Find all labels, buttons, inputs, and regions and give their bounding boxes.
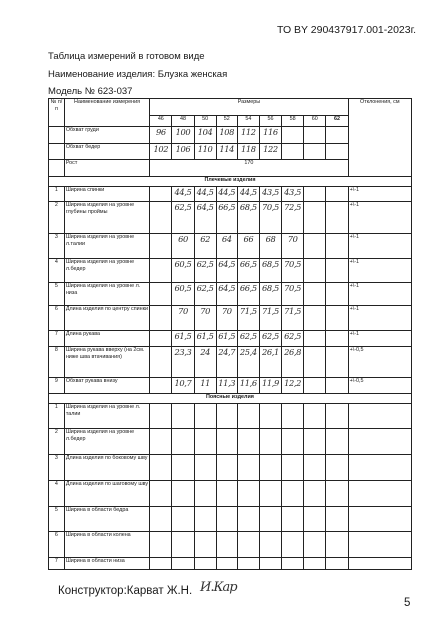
value-cell: 100	[172, 127, 194, 144]
value-cell: 106	[172, 144, 194, 160]
empty-cell	[282, 455, 304, 481]
empty-cell	[326, 481, 348, 507]
waist-row	[49, 429, 412, 455]
value-cell: 12,2	[282, 378, 304, 394]
height-value: 170	[150, 160, 348, 177]
model-number: Модель № 623-037	[48, 86, 133, 97]
value-cell	[326, 187, 348, 202]
value-cell: 96	[150, 127, 172, 144]
measurement-name: Ширина изделия на уровне л.бедер	[64, 429, 149, 455]
value-cell: 66,5	[216, 202, 237, 234]
value-cell: 70	[172, 306, 194, 331]
value-cell: 43,5	[259, 187, 281, 202]
value-cell	[304, 331, 326, 347]
value-cell: 64,5	[194, 202, 216, 234]
empty-cell	[172, 558, 194, 570]
value-cell	[304, 259, 326, 283]
shoulder-row	[49, 187, 412, 202]
value-cell: 11,6	[237, 378, 259, 394]
empty-cell	[150, 455, 172, 481]
tolerance-cell: +\-1	[348, 234, 411, 259]
measurement-name: Ширина изделия на уровне глубины проймы	[64, 202, 149, 234]
empty-cell	[237, 558, 259, 570]
value-cell	[304, 234, 326, 259]
empty-cell	[150, 558, 172, 570]
empty-cell	[348, 532, 411, 558]
empty-cell	[194, 404, 216, 429]
size-54: 54	[237, 116, 259, 127]
value-cell: 68,5	[259, 283, 281, 306]
value-cell	[282, 127, 304, 144]
waist-row	[49, 404, 412, 429]
empty-cell	[216, 532, 237, 558]
row-number: 5	[49, 283, 65, 306]
value-cell	[150, 306, 172, 331]
page-number: 5	[404, 597, 411, 609]
row-number: 7	[49, 331, 65, 347]
product-name: Наименование изделия: Блузка женская	[48, 69, 228, 80]
value-cell: 64,5	[216, 283, 237, 306]
row-number: 4	[49, 481, 65, 507]
empty-cell	[49, 127, 65, 144]
value-cell: 62,5	[259, 331, 281, 347]
empty-cell	[326, 507, 348, 532]
value-cell: 44,5	[172, 187, 194, 202]
section-shoulder: Плечевые изделия	[49, 177, 412, 187]
value-cell	[304, 127, 326, 144]
empty-cell	[282, 404, 304, 429]
value-cell	[150, 378, 172, 394]
empty-cell	[326, 532, 348, 558]
value-cell	[150, 202, 172, 234]
shoulder-row	[49, 331, 412, 347]
value-cell	[150, 234, 172, 259]
empty-cell	[216, 455, 237, 481]
shoulder-row	[49, 378, 412, 394]
size-50: 50	[194, 116, 216, 127]
waist-row	[49, 532, 412, 558]
value-cell	[150, 347, 172, 378]
size-58: 58	[282, 116, 304, 127]
value-cell	[304, 306, 326, 331]
value-cell	[326, 331, 348, 347]
empty-cell	[237, 507, 259, 532]
shoulder-row	[49, 283, 412, 306]
value-cell: 71,5	[259, 306, 281, 331]
empty-cell	[172, 532, 194, 558]
value-cell: 68	[259, 234, 281, 259]
empty-cell	[282, 481, 304, 507]
empty-cell	[150, 507, 172, 532]
value-cell	[304, 283, 326, 306]
empty-cell	[304, 532, 326, 558]
empty-cell	[259, 455, 281, 481]
value-cell	[326, 306, 348, 331]
value-cell: 23,3	[172, 347, 194, 378]
tolerance-cell: +\-1	[348, 187, 411, 202]
empty-cell	[194, 507, 216, 532]
value-cell	[326, 259, 348, 283]
value-cell: 70,5	[282, 283, 304, 306]
empty-cell	[172, 481, 194, 507]
value-cell	[282, 144, 304, 160]
value-cell: 66,5	[237, 283, 259, 306]
empty-cell	[49, 160, 65, 177]
measurement-name: Длина рукава	[64, 331, 149, 347]
value-cell: 10,7	[172, 378, 194, 394]
value-cell: 62,5	[194, 259, 216, 283]
value-cell: 44,5	[216, 187, 237, 202]
value-cell: 114	[216, 144, 237, 160]
base-label: Обхват груди	[64, 127, 149, 144]
empty-cell	[348, 481, 411, 507]
waist-row	[49, 455, 412, 481]
value-cell: 62,5	[282, 331, 304, 347]
value-cell	[304, 144, 326, 160]
signature: И.Кар	[200, 580, 237, 595]
waist-row	[49, 507, 412, 532]
row-number: 4	[49, 259, 65, 283]
row-number: 3	[49, 455, 65, 481]
value-cell: 11	[194, 378, 216, 394]
value-cell: 118	[237, 144, 259, 160]
value-cell: 62,5	[237, 331, 259, 347]
value-cell: 70,5	[282, 259, 304, 283]
value-cell: 66,5	[237, 259, 259, 283]
row-number: 9	[49, 378, 65, 394]
empty-cell	[216, 429, 237, 455]
empty-cell	[348, 455, 411, 481]
value-cell: 11,9	[259, 378, 281, 394]
row-number: 6	[49, 306, 65, 331]
empty-cell	[150, 532, 172, 558]
value-cell: 68,5	[259, 259, 281, 283]
shoulder-row	[49, 306, 412, 331]
empty-cell	[282, 558, 304, 570]
value-cell	[326, 283, 348, 306]
tolerance-cell: +\-0,5	[348, 378, 411, 394]
empty-cell	[172, 429, 194, 455]
empty-cell	[282, 507, 304, 532]
size-62: 62	[326, 116, 348, 127]
empty-cell	[304, 507, 326, 532]
empty-cell	[348, 429, 411, 455]
header-tolerance: Отклонения, см	[348, 99, 411, 177]
shoulder-row	[49, 347, 412, 378]
value-cell: 44,5	[237, 187, 259, 202]
empty-cell	[237, 481, 259, 507]
tolerance-cell: +\-1	[348, 259, 411, 283]
empty-cell	[216, 507, 237, 532]
size-60: 60	[304, 116, 326, 127]
header-num: № п/п	[49, 99, 65, 127]
constructor-label: Конструктор:Карват Ж.Н.	[58, 585, 193, 597]
empty-cell	[237, 429, 259, 455]
value-cell	[326, 347, 348, 378]
value-cell: 70,5	[259, 202, 281, 234]
empty-cell	[259, 507, 281, 532]
empty-cell	[150, 481, 172, 507]
measurement-name: Длина изделия по центру спинки	[64, 306, 149, 331]
header-row	[49, 99, 412, 116]
empty-cell	[194, 558, 216, 570]
header-name: Наименование измерения	[64, 99, 149, 127]
value-cell: 26,1	[259, 347, 281, 378]
measurement-table	[48, 98, 412, 570]
row-number: 8	[49, 347, 65, 378]
empty-cell	[259, 481, 281, 507]
tolerance-cell: +\-0,5	[348, 347, 411, 378]
value-cell: 61,5	[172, 331, 194, 347]
empty-cell	[194, 481, 216, 507]
table-title: Таблица измерений в готовом виде	[48, 51, 205, 62]
value-cell: 60	[172, 234, 194, 259]
shoulder-row	[49, 259, 412, 283]
value-cell: 70	[282, 234, 304, 259]
empty-cell	[237, 455, 259, 481]
waist-row	[49, 481, 412, 507]
row-number: 2	[49, 429, 65, 455]
empty-cell	[304, 455, 326, 481]
measurement-name: Ширина изделия на уровне л. низа	[64, 283, 149, 306]
tolerance-cell: +\-1	[348, 283, 411, 306]
empty-cell	[304, 481, 326, 507]
empty-cell	[326, 558, 348, 570]
measurement-name: Обхват рукава внизу	[64, 378, 149, 394]
value-cell	[326, 144, 348, 160]
measurement-name: Ширина изделия на уровне л. талии	[64, 404, 149, 429]
empty-cell	[348, 507, 411, 532]
size-48: 48	[172, 116, 194, 127]
tolerance-cell: +\-1	[348, 202, 411, 234]
row-number: 7	[49, 558, 65, 570]
measurement-name: Ширина в области колена	[64, 532, 149, 558]
base-label: Обхват бедер	[64, 144, 149, 160]
size-46: 46	[150, 116, 172, 127]
row-number: 6	[49, 532, 65, 558]
value-cell	[304, 378, 326, 394]
value-cell: 68,5	[237, 202, 259, 234]
value-cell	[150, 283, 172, 306]
value-cell	[150, 259, 172, 283]
empty-cell	[259, 429, 281, 455]
value-cell: 60,5	[172, 283, 194, 306]
section-row	[49, 177, 412, 187]
empty-cell	[326, 404, 348, 429]
empty-cell	[194, 455, 216, 481]
empty-cell	[304, 429, 326, 455]
value-cell: 25,4	[237, 347, 259, 378]
measurement-name: Длина изделия по шаговому шву	[64, 481, 149, 507]
empty-cell	[216, 404, 237, 429]
empty-cell	[282, 532, 304, 558]
value-cell: 62,5	[194, 283, 216, 306]
empty-cell	[259, 532, 281, 558]
value-cell: 71,5	[237, 306, 259, 331]
empty-cell	[282, 429, 304, 455]
value-cell	[326, 378, 348, 394]
value-cell: 72,5	[282, 202, 304, 234]
row-number: 5	[49, 507, 65, 532]
value-cell: 62,5	[172, 202, 194, 234]
empty-cell	[150, 404, 172, 429]
value-cell: 71,5	[282, 306, 304, 331]
size-56: 56	[259, 116, 281, 127]
value-cell	[326, 202, 348, 234]
empty-cell	[348, 558, 411, 570]
empty-cell	[150, 429, 172, 455]
value-cell: 61,5	[194, 331, 216, 347]
measurement-name: Ширина рукава вверху (на 2см. ниже шва втачивания)	[64, 347, 149, 378]
measurement-name: Длина изделия по боковому шву	[64, 455, 149, 481]
empty-cell	[194, 532, 216, 558]
value-cell	[304, 202, 326, 234]
shoulder-row	[49, 234, 412, 259]
base-label: Рост	[64, 160, 149, 177]
value-cell: 60,5	[172, 259, 194, 283]
row-number: 2	[49, 202, 65, 234]
empty-cell	[49, 144, 65, 160]
size-52: 52	[216, 116, 237, 127]
empty-cell	[237, 404, 259, 429]
value-cell: 108	[216, 127, 237, 144]
empty-cell	[172, 455, 194, 481]
value-cell	[304, 187, 326, 202]
empty-cell	[304, 558, 326, 570]
value-cell: 11,3	[216, 378, 237, 394]
empty-cell	[216, 558, 237, 570]
value-cell: 61,5	[216, 331, 237, 347]
shoulder-row	[49, 202, 412, 234]
empty-cell	[172, 507, 194, 532]
empty-cell	[172, 404, 194, 429]
row-number: 1	[49, 187, 65, 202]
value-cell: 64	[216, 234, 237, 259]
waist-row	[49, 558, 412, 570]
header-sizes: Размеры	[150, 99, 348, 116]
value-cell: 112	[237, 127, 259, 144]
value-cell: 62	[194, 234, 216, 259]
value-cell: 26,8	[282, 347, 304, 378]
tolerance-cell: +\-1	[348, 331, 411, 347]
empty-cell	[304, 404, 326, 429]
tolerance-cell: +\-1	[348, 306, 411, 331]
value-cell	[304, 347, 326, 378]
value-cell	[150, 331, 172, 347]
section-row	[49, 394, 412, 404]
value-cell	[326, 127, 348, 144]
empty-cell	[259, 558, 281, 570]
value-cell: 102	[150, 144, 172, 160]
measurement-name: Ширина изделия на уровне л.талии	[64, 234, 149, 259]
value-cell	[326, 234, 348, 259]
measurement-name: Ширина изделия на уровне л.бедер	[64, 259, 149, 283]
section-waist: Поясные изделия	[49, 394, 412, 404]
measurement-name: Ширина в области низа	[64, 558, 149, 570]
empty-cell	[326, 455, 348, 481]
row-number: 1	[49, 404, 65, 429]
value-cell: 122	[259, 144, 281, 160]
empty-cell	[216, 481, 237, 507]
value-cell: 70	[194, 306, 216, 331]
document-number: ТО BY 290437917.001-2023г.	[277, 24, 417, 36]
row-number: 3	[49, 234, 65, 259]
value-cell: 104	[194, 127, 216, 144]
value-cell	[150, 187, 172, 202]
empty-cell	[259, 404, 281, 429]
measurement-name: Ширина спинки	[64, 187, 149, 202]
value-cell: 24	[194, 347, 216, 378]
empty-cell	[326, 429, 348, 455]
value-cell: 110	[194, 144, 216, 160]
measurement-name: Ширина в области бедра	[64, 507, 149, 532]
value-cell: 43,5	[282, 187, 304, 202]
value-cell: 116	[259, 127, 281, 144]
value-cell: 64,5	[216, 259, 237, 283]
value-cell: 70	[216, 306, 237, 331]
empty-cell	[194, 429, 216, 455]
empty-cell	[237, 532, 259, 558]
empty-cell	[348, 404, 411, 429]
value-cell: 24,7	[216, 347, 237, 378]
value-cell: 66	[237, 234, 259, 259]
value-cell: 44,5	[194, 187, 216, 202]
